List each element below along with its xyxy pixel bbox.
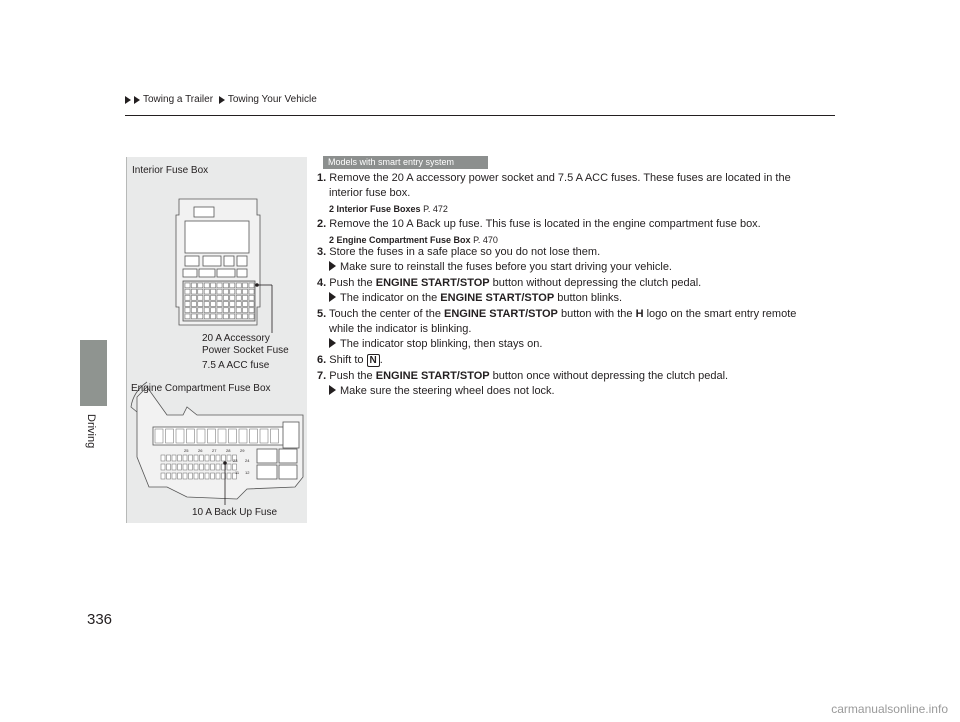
- step-7-number: 7.: [317, 370, 327, 382]
- page-number: 336: [87, 611, 113, 628]
- accessory-fuse-callout-line2: Power Socket Fuse: [202, 345, 289, 356]
- interior-fuse-slot: [211, 302, 216, 307]
- step-1-reference[interactable]: [317, 202, 837, 217]
- interior-fuse-slot: [243, 302, 248, 307]
- engine-fuse-slot: [227, 473, 231, 479]
- step-7: [317, 369, 837, 399]
- reference-link-interior[interactable]: Interior Fuse Boxes: [336, 204, 421, 214]
- breadcrumb-item-towing-trailer[interactable]: Towing a Trailer: [143, 94, 214, 105]
- interior-fuse-slot: [198, 283, 203, 288]
- interior-fuse-slot: [243, 289, 248, 294]
- interior-fuse-slot: [191, 314, 196, 319]
- interior-fuse-slot: [217, 283, 222, 288]
- interior-fuse-slot: [243, 295, 248, 300]
- engine-fuse-slot: [194, 464, 198, 470]
- engine-fuse-slot: [167, 473, 171, 479]
- breadcrumb-item-towing-vehicle[interactable]: Towing Your Vehicle: [227, 94, 317, 105]
- result-arrow-icon: [329, 261, 336, 271]
- interior-fuse-slot: [249, 295, 254, 300]
- interior-fuse-slot: [217, 314, 222, 319]
- engine-fuse-slot: [189, 464, 193, 470]
- step-4-sub-post: button blinks.: [554, 292, 623, 304]
- engine-fuse-slot: [194, 473, 198, 479]
- interior-fuse-slot: [223, 302, 228, 307]
- interior-fuse-slot: [249, 289, 254, 294]
- engine-relay-slot: [271, 429, 279, 443]
- engine-fuse-slot: [211, 455, 215, 461]
- fuse-number-27: 27: [212, 448, 217, 453]
- step-3-sub: Make sure to reinstall the fuses before you start driving your vehicle.: [340, 261, 672, 273]
- interior-fuse-slot: [198, 289, 203, 294]
- engine-fuse-slot: [205, 473, 209, 479]
- step-5-number: 5.: [317, 308, 327, 320]
- engine-fuse-slot: [205, 464, 209, 470]
- interior-fuse-slot: [204, 283, 209, 288]
- interior-fuse-slot: [185, 295, 190, 300]
- fuse-box-figure: [126, 157, 307, 523]
- interior-fuse-slot: [217, 295, 222, 300]
- interior-fuse-slot: [236, 302, 241, 307]
- interior-fuse-slot: [230, 308, 235, 313]
- step-5-text-mid: button with the: [557, 308, 636, 320]
- engine-fuse-slot: [200, 455, 204, 461]
- interior-fuse-slot: [204, 289, 209, 294]
- interior-fuse-slot: [223, 314, 228, 319]
- result-arrow-icon: [329, 385, 336, 395]
- step-4-number: 4.: [317, 277, 327, 289]
- step-6-number: 6.: [317, 354, 327, 366]
- engine-relay-slot: [229, 429, 237, 443]
- interior-fuse-slot: [191, 289, 196, 294]
- interior-fuse-slot: [230, 314, 235, 319]
- engine-fuse-slot: [178, 473, 182, 479]
- step-4-button-name: ENGINE START/STOP: [375, 277, 490, 289]
- interior-fuse-slot: [230, 289, 235, 294]
- interior-fuse-slot: [230, 283, 235, 288]
- engine-relay-slot: [197, 429, 205, 443]
- interior-fuse-slot: [223, 295, 228, 300]
- engine-fuse-box-label: Engine Compartment Fuse Box: [131, 383, 271, 394]
- interior-fuse-slot: [211, 289, 216, 294]
- engine-fuse-slot: [200, 464, 204, 470]
- interior-fuse-slot: [243, 283, 248, 288]
- step-2: [317, 217, 837, 248]
- interior-fuse-slot: [198, 314, 203, 319]
- interior-fuse-slot: [211, 283, 216, 288]
- reference-page: P. 472: [423, 204, 448, 214]
- step-5-logo-name: H: [635, 308, 644, 320]
- backup-fuse-callout: 10 A Back Up Fuse: [192, 507, 278, 518]
- step-4: [317, 276, 837, 306]
- interior-fuse-slot: [191, 308, 196, 313]
- step-1-text: Remove the 20 A accessory power socket and 7.5 A ACC fuses. These fuses are located in the: [329, 172, 791, 184]
- interior-fuse-slot: [243, 314, 248, 319]
- interior-fuse-slot: [236, 283, 241, 288]
- interior-fuse-slot: [236, 308, 241, 313]
- engine-fuse-slot: [161, 473, 165, 479]
- callout-dot: [255, 283, 259, 287]
- engine-fuse-slot: [216, 473, 220, 479]
- interior-fuse-slot: [211, 314, 216, 319]
- engine-fuse-slot: [222, 455, 226, 461]
- step-4-sub: The indicator on the: [340, 292, 441, 304]
- interior-fuse-slot: [223, 289, 228, 294]
- interior-fuse-slot: [217, 308, 222, 313]
- engine-fuse-slot: [189, 455, 193, 461]
- step-6-text: Shift to: [329, 354, 367, 366]
- engine-fuse-slot: [172, 473, 176, 479]
- interior-fuse-slot: [236, 295, 241, 300]
- engine-fuse-slot: [227, 455, 231, 461]
- fuse-number-12: 12: [245, 470, 250, 475]
- engine-fuse-slot: [178, 455, 182, 461]
- engine-fuse-slot: [161, 455, 165, 461]
- breadcrumb-arrow-icon: [125, 96, 131, 104]
- engine-fuse-slot: [172, 455, 176, 461]
- interior-fuse-slot: [217, 289, 222, 294]
- step-5-sub: The indicator stop blinking, then stays on.: [340, 338, 543, 350]
- watermark: carmanualsonline.info: [831, 702, 948, 716]
- acc-fuse-callout: 7.5 A ACC fuse: [202, 360, 270, 371]
- engine-fuse-slot: [205, 455, 209, 461]
- fuse-number-28: 28: [226, 448, 231, 453]
- section-label: Driving: [85, 414, 97, 449]
- engine-relay-slot: [250, 429, 258, 443]
- interior-fuse-slot: [191, 283, 196, 288]
- engine-fuse-slot: [183, 464, 187, 470]
- engine-relay-slot: [176, 429, 184, 443]
- interior-fuse-slot: [185, 302, 190, 307]
- interior-fuse-slot: [191, 295, 196, 300]
- step-1-number: 1.: [317, 172, 327, 184]
- breadcrumb-arrow-icon: [134, 96, 140, 104]
- engine-fuse-slot: [194, 455, 198, 461]
- interior-fuse-slot: [204, 295, 209, 300]
- fuse-number-29: 29: [240, 448, 245, 453]
- breadcrumb-arrow-icon: [219, 96, 225, 104]
- result-arrow-icon: [329, 338, 336, 348]
- interior-fuse-slot: [204, 302, 209, 307]
- step-1-text-cont: interior fuse box.: [329, 187, 411, 199]
- engine-fuse-slot: [189, 473, 193, 479]
- engine-fuse-slot: [172, 464, 176, 470]
- fuse-number-26: 26: [198, 448, 203, 453]
- result-arrow-icon: [329, 292, 336, 302]
- interior-fuse-slot: [249, 314, 254, 319]
- engine-fuse-slot: [183, 473, 187, 479]
- interior-fuse-slot: [204, 308, 209, 313]
- step-5: [317, 307, 847, 352]
- step-5-button-name: ENGINE START/STOP: [444, 308, 558, 320]
- engine-fuse-slot: [167, 455, 171, 461]
- step-5-text: Touch the center of the: [329, 308, 445, 320]
- interior-fuse-slot: [230, 295, 235, 300]
- interior-fuse-slot: [211, 308, 216, 313]
- step-4-sub-button-name: ENGINE START/STOP: [440, 292, 555, 304]
- interior-fuse-slot: [198, 295, 203, 300]
- interior-fuse-slot: [204, 314, 209, 319]
- step-7-sub: Make sure the steering wheel does not lock.: [340, 385, 555, 397]
- fuse-number-23: 23: [233, 458, 238, 463]
- breadcrumb: [125, 94, 317, 105]
- model-badge: Models with smart entry system: [323, 156, 488, 169]
- fuse-number-25: 25: [184, 448, 189, 453]
- accessory-fuse-callout-line1: 20 A Accessory: [202, 333, 270, 344]
- engine-fuse-slot: [211, 473, 215, 479]
- step-1: [317, 171, 837, 217]
- interior-fuse-slot: [243, 308, 248, 313]
- interior-fuse-slot: [230, 302, 235, 307]
- step-4-text-post: button without depressing the clutch pedal.: [489, 277, 702, 289]
- header-rule: [125, 115, 835, 116]
- engine-relay-slot: [218, 429, 226, 443]
- interior-fuse-slot: [249, 302, 254, 307]
- reference-arrow-icon: 2: [329, 204, 335, 214]
- step-6: [317, 353, 837, 368]
- engine-fuse-slot: [167, 464, 171, 470]
- engine-relay-slot: [155, 429, 163, 443]
- interior-fuse-slot: [249, 283, 254, 288]
- step-5-text-post: logo on the smart entry remote: [643, 308, 797, 320]
- interior-fuse-slot: [211, 295, 216, 300]
- interior-fuse-slot: [185, 314, 190, 319]
- neutral-key-icon: N: [367, 354, 380, 367]
- step-4-text: Push the: [329, 277, 376, 289]
- step-7-button-name: ENGINE START/STOP: [375, 370, 490, 382]
- step-3-number: 3.: [317, 246, 327, 258]
- interior-fuse-slot: [236, 314, 241, 319]
- engine-fuse-slot: [161, 464, 165, 470]
- interior-fuse-slot: [223, 308, 228, 313]
- reference-arrow-icon: 2: [329, 235, 335, 245]
- step-3-text: Store the fuses in a safe place so you do not lose them.: [329, 246, 601, 258]
- step-2-number: 2.: [317, 218, 327, 230]
- interior-fuse-slot: [185, 308, 190, 313]
- engine-fuse-slot: [211, 464, 215, 470]
- step-6-text-post: .: [379, 354, 383, 366]
- engine-fuse-slot: [200, 473, 204, 479]
- engine-relay-slot: [166, 429, 174, 443]
- step-2-text: Remove the 10 A Back up fuse. This fuse is located in the engine compartment fuse box.: [329, 218, 761, 230]
- engine-relay-slot: [187, 429, 195, 443]
- step-3: [317, 245, 837, 275]
- interior-fuse-box-label: Interior Fuse Box: [132, 165, 209, 176]
- engine-fuse-slot: [227, 464, 231, 470]
- interior-fuse-slot: [198, 308, 203, 313]
- step-7-text-post: button once without depressing the clutch pedal.: [489, 370, 729, 382]
- step-5-text-cont: while the indicator is blinking.: [329, 323, 472, 335]
- engine-relay-slot: [208, 429, 216, 443]
- section-tab: [80, 340, 107, 406]
- interior-fuse-slot: [223, 283, 228, 288]
- accessory-fuse-callout: [202, 333, 289, 372]
- engine-fuse-slot: [216, 464, 220, 470]
- engine-fuse-slot: [178, 464, 182, 470]
- interior-fuse-slot: [185, 283, 190, 288]
- reference-page: P. 470: [473, 235, 498, 245]
- interior-fuse-slot: [236, 289, 241, 294]
- interior-fuse-slot: [249, 308, 254, 313]
- engine-fuse-slot: [216, 455, 220, 461]
- engine-relay-slot: [260, 429, 268, 443]
- step-7-text: Push the: [329, 370, 376, 382]
- interior-fuse-slot: [217, 302, 222, 307]
- reference-link-engine[interactable]: Engine Compartment Fuse Box: [336, 235, 471, 245]
- engine-relay-slot: [239, 429, 247, 443]
- interior-fuse-slot: [198, 302, 203, 307]
- interior-fuse-slot: [185, 289, 190, 294]
- fuse-number-11: 11: [235, 470, 240, 475]
- fuse-number-24: 24: [245, 458, 250, 463]
- engine-fuse-slot: [183, 455, 187, 461]
- interior-fuse-slot: [191, 302, 196, 307]
